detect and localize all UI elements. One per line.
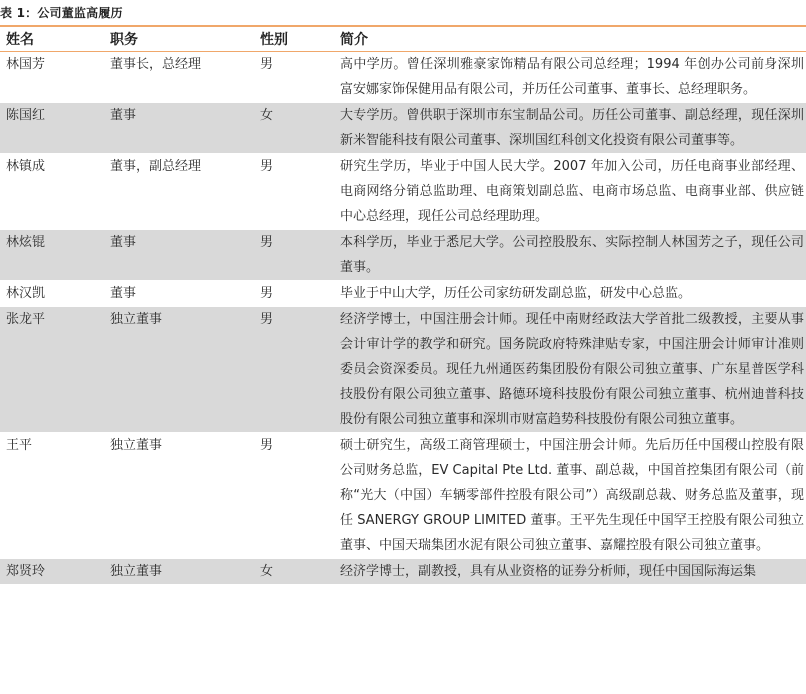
cell-position: 独立董事: [104, 433, 254, 559]
table-header-row: [0, 27, 806, 52]
table-row: [0, 307, 806, 433]
cell-position: 董事: [104, 281, 254, 307]
executive-bio-table: [0, 27, 806, 585]
table-caption: 表 1：公司董监高履历: [0, 6, 123, 20]
header-position: 职务: [104, 27, 254, 52]
cell-position: 独立董事: [104, 559, 254, 585]
cell-position: 董事，副总经理: [104, 154, 254, 230]
table-row: [0, 103, 806, 154]
table-row: [0, 230, 806, 281]
cell-name: 林国芳: [0, 52, 104, 103]
cell-position: 董事: [104, 230, 254, 281]
cell-bio: 本科学历，毕业于悉尼大学。公司控股股东、实际控制人林国芳之子，现任公司董事。: [334, 230, 806, 281]
table-row: [0, 281, 806, 307]
header-bio: 简介: [334, 27, 806, 52]
cell-name: 陈国红: [0, 103, 104, 154]
cell-gender: 男: [254, 154, 334, 230]
cell-bio: 大专学历。曾供职于深圳市东宝制品公司。历任公司董事、副总经理，现任深圳新米智能科技有限公司董事、深圳国红科创文化投资有限公司董事等。: [334, 103, 806, 154]
header-name: 姓名: [0, 27, 104, 52]
cell-name: 林镇成: [0, 154, 104, 230]
cell-gender: 男: [254, 433, 334, 559]
table-row: [0, 52, 806, 103]
cell-bio: 毕业于中山大学，历任公司家纺研发副总监，研发中心总监。: [334, 281, 806, 307]
cell-name: 林汉凯: [0, 281, 104, 307]
cell-name: 张龙平: [0, 307, 104, 433]
cell-bio: 经济学博士，中国注册会计师。现任中南财经政法大学首批二级教授，主要从事会计审计学的教学和研究。国务院政府特殊津贴专家，中国注册会计师审计准则委员会资深委员。现任九州通医药集团股份有限公司独立董事、广东星普医学科技股份有限公司独立董事、路德环境科技股份有限公司独立董事、杭州迪普科技股份有限公司独立董事和深圳市财富趋势科技股份有限公司独立董事。: [334, 307, 806, 433]
cell-gender: 男: [254, 52, 334, 103]
table-row: [0, 559, 806, 585]
cell-gender: 男: [254, 307, 334, 433]
table-row: [0, 154, 806, 230]
table-row: [0, 433, 806, 559]
cell-gender: 女: [254, 103, 334, 154]
cell-bio: 经济学博士，副教授，具有从业资格的证券分析师，现任中国国际海运集: [334, 559, 806, 585]
cell-position: 董事长，总经理: [104, 52, 254, 103]
cell-bio: 硕士研究生，高级工商管理硕士，中国注册会计师。先后历任中国稷山控股有限公司财务总监，EV Capital Pte Ltd. 董事、副总裁，中国首控集团有限公司（前称“光大（中国）车辆零部件控股有限公司”）高级副总裁、财务总监及董事，现任 SANERGY GROUP LIMITED 董事。王平先生现任中国罕王控股有限公司独立董事、中国天瑞集团水泥有限公司独立董事、嘉耀控股有限公司独立董事。: [334, 433, 806, 559]
cell-name: 郑贤玲: [0, 559, 104, 585]
cell-name: 林炫锟: [0, 230, 104, 281]
cell-bio: 高中学历。曾任深圳雅豪家饰精品有限公司总经理；1994 年创办公司前身深圳富安娜家饰保健用品有限公司，并历任公司董事、董事长、总经理职务。: [334, 52, 806, 103]
cell-gender: 男: [254, 281, 334, 307]
cell-gender: 男: [254, 230, 334, 281]
cell-gender: 女: [254, 559, 334, 585]
cell-name: 王平: [0, 433, 104, 559]
cell-position: 独立董事: [104, 307, 254, 433]
cell-bio: 研究生学历，毕业于中国人民大学。2007 年加入公司，历任电商事业部经理、电商网络分销总监助理、电商策划副总监、电商市场总监、电商事业部、供应链中心总经理，现任公司总经理助理。: [334, 154, 806, 230]
header-gender: 性别: [254, 27, 334, 52]
cell-position: 董事: [104, 103, 254, 154]
